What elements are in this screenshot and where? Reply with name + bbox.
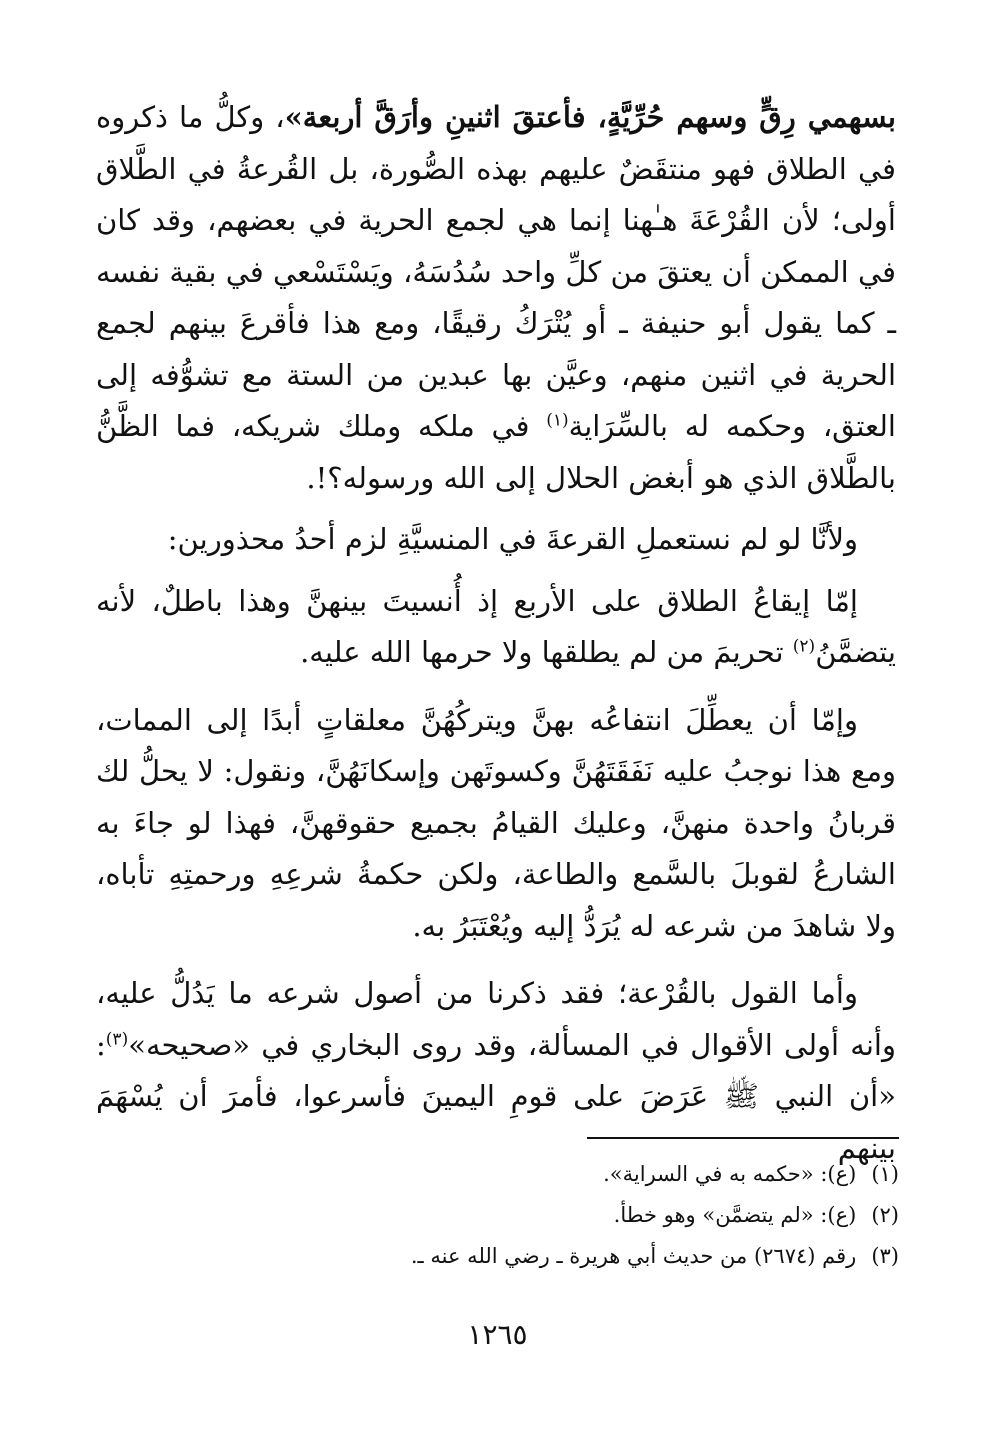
footnote-separator xyxy=(587,1137,899,1139)
paragraph-3 xyxy=(96,576,896,679)
paragraph-5-text-after: : «أن النبي ﷺ عَرَضَ على قومِ اليمينَ فأسرعوا، فأمرَ أن يُسْهَمَ بينهم xyxy=(96,1027,896,1165)
footnote-mark-3: (٣) xyxy=(105,1028,129,1049)
paragraph-2: ولأنَّا لو لم نستعملِ القرعةَ في المنسيَّةِ لزم أحدُ محذورين: xyxy=(167,522,858,556)
paragraph-5-text: وأما القول بالقُرْعة؛ فقد ذكرنا من أصول شرعه ما يَدُلُّ عليه، وأنه أولى الأقوال في المسألة، وقد روى البخاري في «صحيحه» xyxy=(96,976,896,1062)
footnote-mark-1: (١) xyxy=(546,410,569,431)
paragraph-3-text: إمّا إيقاعُ الطلاق على الأربع إذ أُنسيتَ بينهنَّ وهذا باطلٌ، لأنه يتضمَّنُ xyxy=(96,583,896,669)
paragraph-1-text: ، وكلُّ ما ذكروه في الطلاق فهو منتقَضٌ عليهم بهذه الصُّورة، بل القُرعةُ في الطَّلاق أولى؛ لأن القُرْعَةَ هـٰهنا إنما هي لجمع الحرية في بعضهم، وقد كان في الممكن أن يعتقَ من كلِّ واحد سُدُسَهُ، ويَسْتَسْعي في بقية نفسه ـ كما يقول أبو حنيفة ـ أو يُتْرَكُ رقيقًا، ومع هذا فأقرعَ بينهم لجمع الحرية في اثنين منهم، وعيَّن بها عبدين من الستة مع تشوُّفه إلى العتق، وحكمه له بالسِّرَاية xyxy=(96,100,896,443)
footnote-2 xyxy=(99,1195,899,1236)
paragraph-1 xyxy=(96,92,896,504)
footnote-number: (٢) xyxy=(871,1203,899,1227)
paragraph-1-text-after: في ملكه وملك شريكه، فما الظَّنُّ بالطَّلاق الذي هو أبغض الحلال إلى الله ورسوله؟!. xyxy=(96,409,896,495)
footnotes xyxy=(99,1154,899,1277)
footnote-3 xyxy=(99,1236,899,1277)
paragraph-4: وإمّا أن يعطِّلَ انتفاعُه بهنَّ ويتركُهُنَّ معلقاتٍ أبدًا إلى الممات، ومع هذا نوجبُ عليه نَفَقَتَهُنَّ وكسوتَهن وإسكانَهُنَّ، ونقول: لا يحلُّ لك قربانُ واحدة منهنَّ، وعليك القيامُ بجميع حقوقهنَّ، فهذا لو جاءَ به الشارعُ لقوبلَ بالسَّمع والطاعة، ولكن حكمةُ شرعِهِ ورحمتِهِ تأباه، ولا شاهدَ من شرعه له يُرَدُّ إليه ويُعْتَبَرُ به. xyxy=(96,702,896,943)
footnote-1 xyxy=(99,1154,899,1195)
footnote-text: (ع): «لم يتضمَّن» وهو خطأ. xyxy=(613,1203,857,1227)
footnote-text: رقم (٢٦٧٤) من حديث أبي هريرة ـ رضي الله عنه ـ. xyxy=(410,1244,857,1268)
paragraph-5 xyxy=(96,968,896,1174)
paragraph-3-text-after: تحريمَ من لم يطلقها ولا حرمها الله عليه. xyxy=(300,635,793,669)
footnote-number: (١) xyxy=(871,1162,899,1186)
hadith-quote-bold: بسهمي رِقٍّ وسهم حُرِّيَّةٍ، فأعتقَ اثنينِ وأرَقَّ أربعة» xyxy=(284,100,897,134)
main-text xyxy=(96,92,896,1174)
page-number: ١٢٦٥ xyxy=(467,1318,528,1351)
footnote-mark-2: (٢) xyxy=(792,636,816,657)
footnote-text: (ع): «حكمه به في السراية». xyxy=(603,1162,857,1186)
footnote-number: (٣) xyxy=(871,1244,899,1268)
